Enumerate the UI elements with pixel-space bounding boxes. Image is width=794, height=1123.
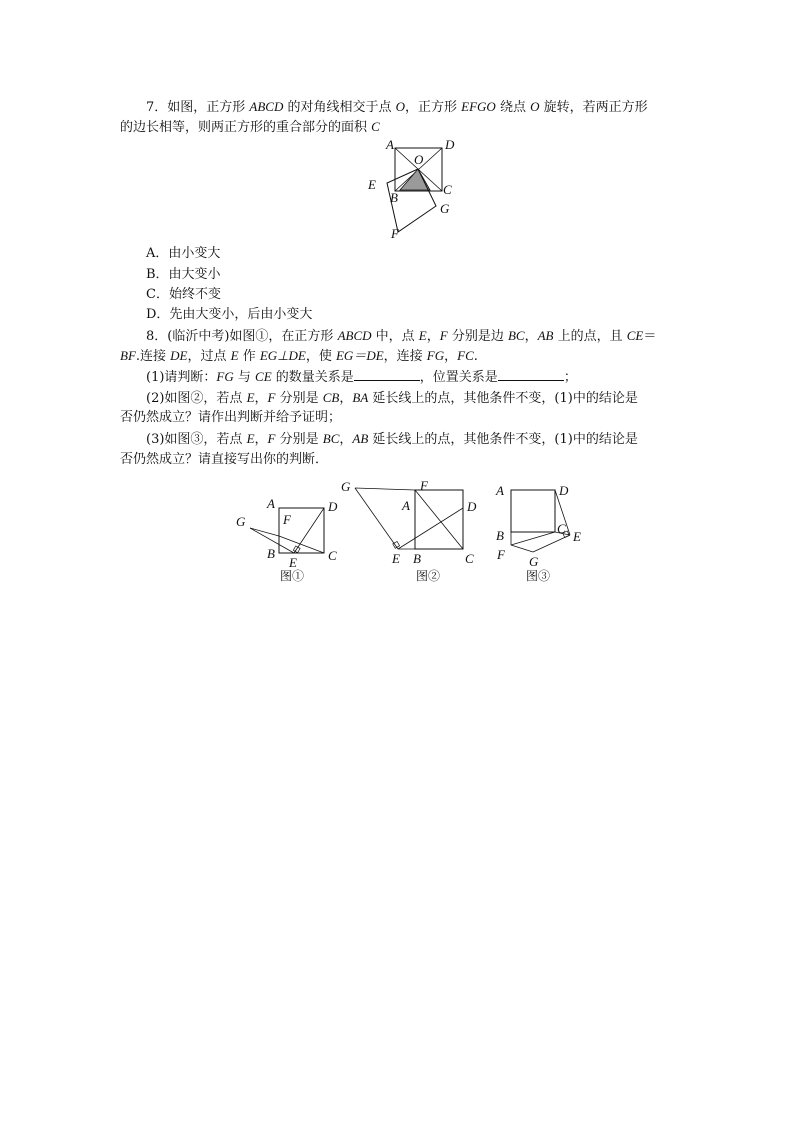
q8-text: ， — [444, 349, 458, 364]
fig2-label-f: F — [420, 478, 428, 493]
q8-var: EG＝DE — [335, 348, 384, 363]
q8-text: ， — [524, 329, 538, 344]
q8-text: ，连接 — [383, 349, 427, 364]
q7-label-c: C — [443, 182, 452, 197]
q8-var: E — [246, 431, 255, 446]
q7-var: EFGO — [461, 99, 496, 114]
q8-text: 作 — [238, 349, 260, 364]
fig2-line-ed — [398, 508, 463, 549]
fig3-label-f: F — [497, 547, 505, 562]
q8-var: FG — [216, 369, 234, 384]
q7-label-g: G — [440, 201, 450, 216]
q8-part3-line1 — [146, 430, 638, 449]
q7-text: 旋转，若两正方形 — [539, 100, 648, 115]
q8-var: E — [230, 348, 239, 363]
q8-var: EG⊥DE — [259, 348, 306, 363]
q8-var: AB — [352, 431, 369, 446]
q8-text: ， — [426, 329, 440, 344]
q8-var: AB — [537, 328, 554, 343]
fig1-line-fc — [279, 536, 324, 553]
fig3-label-d: D — [559, 483, 569, 498]
fig2-caption: 图② — [416, 569, 441, 583]
q8-var: F — [267, 390, 276, 405]
q8-var: F — [439, 328, 448, 343]
q7-option-d: D．先由大变小，后由小变大 — [146, 307, 313, 322]
q7-stem-line2 — [120, 118, 380, 137]
fig1-label-e: E — [289, 555, 297, 570]
q7-label-b: B — [390, 190, 398, 205]
q7-text: 绕点 — [495, 100, 531, 115]
fig2-label-g: G — [341, 479, 351, 494]
q7-figure — [360, 138, 470, 243]
fig2-line-gf — [355, 488, 415, 490]
q8-text: ，使 — [305, 349, 336, 364]
q7-overlap-shaded — [400, 169, 430, 190]
fig2-label-e: E — [392, 551, 400, 566]
fig3-label-c: C — [557, 521, 566, 536]
fig1-label-f: F — [283, 512, 291, 527]
q7-text: 7．如图，正方形 — [146, 100, 250, 115]
q8-var: CB — [322, 390, 340, 405]
q8-var: BC — [322, 431, 340, 446]
q7-text: ，正方形 — [405, 100, 462, 115]
q8-var: BA — [352, 390, 369, 405]
q7-label-a: A — [386, 137, 394, 152]
fig1-label-a: A — [267, 496, 275, 511]
q7-label-e: E — [368, 177, 376, 192]
q7-label-f: F — [391, 226, 399, 241]
q8-text: ， — [339, 432, 353, 447]
fig3-label-b: B — [496, 528, 504, 543]
q8-text: 延长线上的点，其他条件不变，(1)中的结论是 — [368, 391, 638, 406]
fig2-label-c: C — [465, 551, 474, 566]
q7-var: O — [395, 99, 406, 114]
q8-var: E — [418, 328, 427, 343]
fig3-line-gf — [511, 545, 533, 552]
q8-text: .连接 — [135, 349, 171, 364]
q8-text: ， — [254, 432, 268, 447]
fig1-line-de — [294, 508, 324, 553]
fig2-label-d: D — [467, 499, 477, 514]
q8-part2-line1 — [146, 389, 638, 408]
q8-var: BF — [120, 348, 136, 363]
fig2-label-b: B — [413, 551, 421, 566]
fig2-line-ge — [355, 488, 398, 549]
q8-var: CE — [626, 328, 644, 343]
fig1-label-c: C — [328, 548, 337, 563]
q7-label-o: O — [414, 152, 424, 167]
q8-text: ＝ — [643, 329, 657, 344]
q8-figure-3 — [490, 478, 590, 570]
fig1-label-b: B — [267, 546, 275, 561]
q8-text: 上的点，且 — [553, 329, 627, 344]
q8-text: 分别是边 — [447, 329, 508, 344]
q8-var: FG — [426, 348, 445, 363]
q8-var: FC — [457, 348, 474, 363]
q7-option-a: A．由小变大 — [146, 246, 221, 261]
q8-text: 8．(临沂中考)如图①，在正方形 — [146, 329, 338, 344]
q8-text: 中，点 — [371, 329, 419, 344]
q7-option-b: B．由大变小 — [146, 267, 221, 282]
q8-var: E — [246, 390, 255, 405]
q8-figure-2 — [340, 478, 480, 568]
q8-text: . — [473, 349, 478, 364]
q7-var: O — [530, 99, 540, 114]
q8-part1 — [146, 368, 577, 387]
q8-text: (2)如图②，若点 — [146, 391, 247, 406]
q7-stem-line1 — [146, 98, 648, 117]
q8-text: ， — [339, 391, 353, 406]
q8-stem-line2 — [120, 347, 478, 366]
q8-text: ，位置关系是 — [419, 370, 498, 385]
q7-text: 的对角线相交于点 — [283, 100, 396, 115]
fig1-label-d: D — [328, 499, 338, 514]
q8-text: (3)如图③，若点 — [146, 432, 247, 447]
q8-text: 分别是 — [275, 391, 323, 406]
q8-text: 分别是 — [275, 432, 323, 447]
fig3-label-e: E — [573, 529, 581, 544]
position-answer-blank[interactable] — [498, 368, 564, 381]
q8-var: CE — [255, 369, 272, 384]
q7-answer: C — [371, 119, 380, 134]
fig1-label-g: G — [236, 514, 246, 529]
q8-var: ABCD — [337, 328, 372, 343]
q8-text: 延长线上的点，其他条件不变，(1)中的结论是 — [368, 432, 638, 447]
fig3-label-g: G — [529, 554, 539, 569]
fig2-line-fc — [415, 490, 463, 549]
q8-text: 与 — [233, 370, 256, 385]
q7-label-d: D — [445, 137, 455, 152]
fig2-label-a: A — [402, 498, 410, 513]
fig1-line-gf — [250, 528, 279, 536]
q8-part2-line2: 否仍然成立？请作出判断并给予证明； — [120, 410, 342, 425]
q7-var: ABCD — [249, 99, 284, 114]
fig3-label-a: A — [496, 483, 504, 498]
q8-text: ； — [563, 370, 577, 385]
quantity-answer-blank[interactable] — [354, 368, 420, 381]
q8-part3-line2: 否仍然成立？请直接写出你的判断． — [120, 452, 329, 467]
q8-var: BC — [507, 328, 525, 343]
q8-text: ， — [254, 391, 268, 406]
fig1-caption: 图① — [280, 569, 305, 583]
fig3-square — [511, 490, 555, 532]
q8-figure-1 — [232, 490, 350, 570]
q8-text: 的数量关系是 — [271, 370, 354, 385]
q8-stem-line1 — [146, 327, 656, 346]
fig3-line-fc — [511, 532, 555, 545]
q7-text: 的边长相等，则两正方形的重合部分的面积 — [120, 120, 372, 135]
q8-text: ，过点 — [187, 349, 231, 364]
q8-text: (1)请判断： — [146, 370, 217, 385]
q8-var: DE — [170, 348, 188, 363]
q7-option-c: C．始终不变 — [146, 287, 221, 302]
fig3-caption: 图③ — [526, 569, 551, 583]
q8-var: F — [267, 431, 276, 446]
